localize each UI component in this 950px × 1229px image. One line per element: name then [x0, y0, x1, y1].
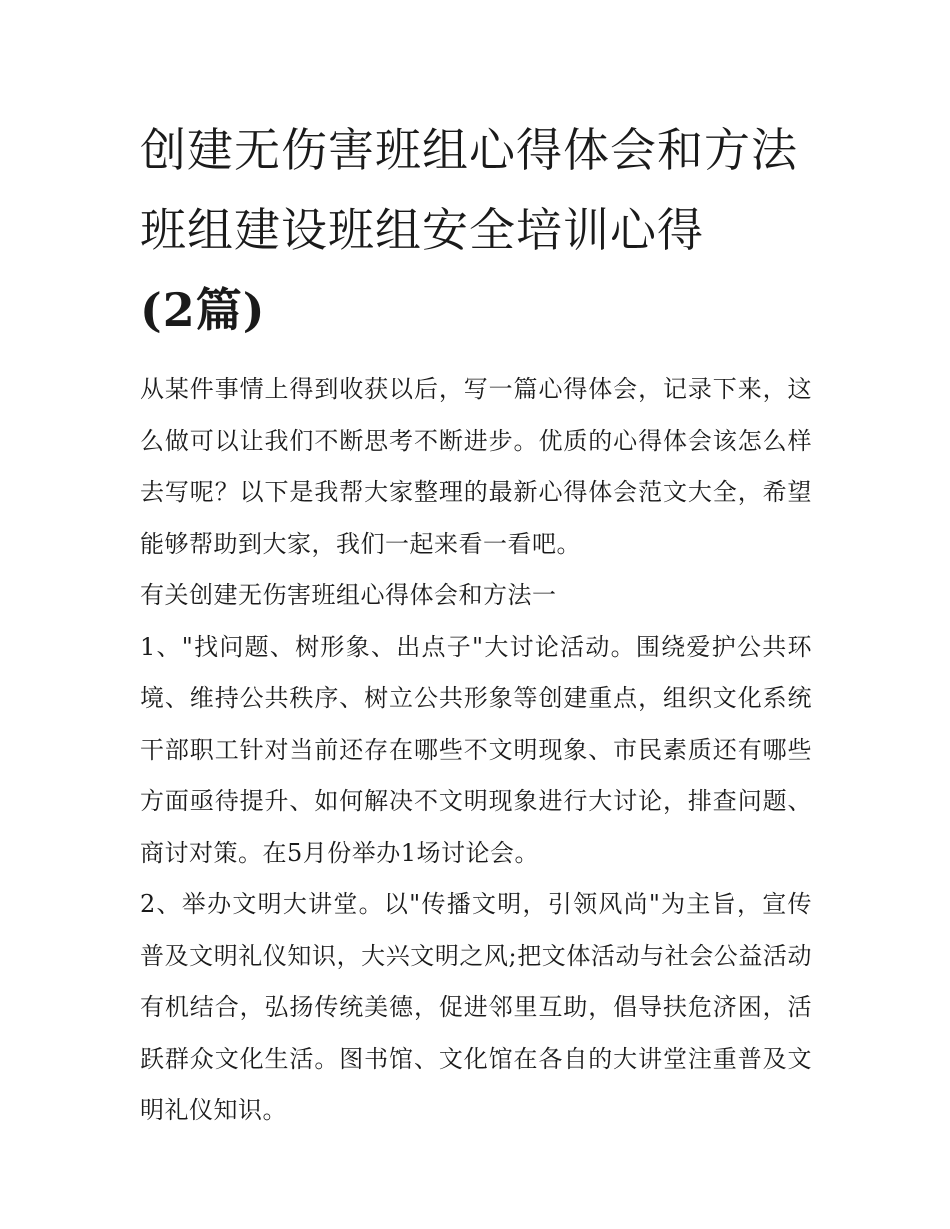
- intro-paragraph: 从某件事情上得到收获以后，写一篇心得体会，记录下来，这么做可以让我们不断思考不断进步。优质的心得体会该怎么样去写呢？以下是我帮大家整理的最新心得体会范文大全，希望能够帮助到大家，我们一起来看一看吧。: [140, 375, 812, 558]
- title-suffix: (2篇): [140, 283, 266, 337]
- item-2-paragraph: 2、举办文明大讲堂。以"传播文明，引领风尚"为主旨，宣传普及文明礼仪知识，大兴文明之风;把文体活动与社会公益活动有机结合，弘扬传统美德，促进邻里互助，倡导扶危济困，活跃群众文化生活。图书馆、文化馆在各自的大讲堂注重普及文明礼仪知识。: [140, 890, 812, 1124]
- item-1-paragraph: 1、"找问题、树形象、出点子"大讨论活动。围绕爱护公共环境、维持公共秩序、树立公共形象等创建重点，组织文化系统干部职工针对当前还存在哪些不文明现象、市民素质还有哪些方面亟待提升、如何解决不文明现象进行大讨论，排查问题、商讨对策。在5月份举办1场讨论会。: [140, 632, 812, 867]
- document-title: [140, 110, 812, 350]
- title-text: 创建无伤害班组心得体会和方法 班组建设班组安全培训心得: [140, 123, 798, 257]
- section-heading: 有关创建无伤害班组心得体会和方法一: [140, 581, 557, 609]
- document-page: [140, 110, 812, 1137]
